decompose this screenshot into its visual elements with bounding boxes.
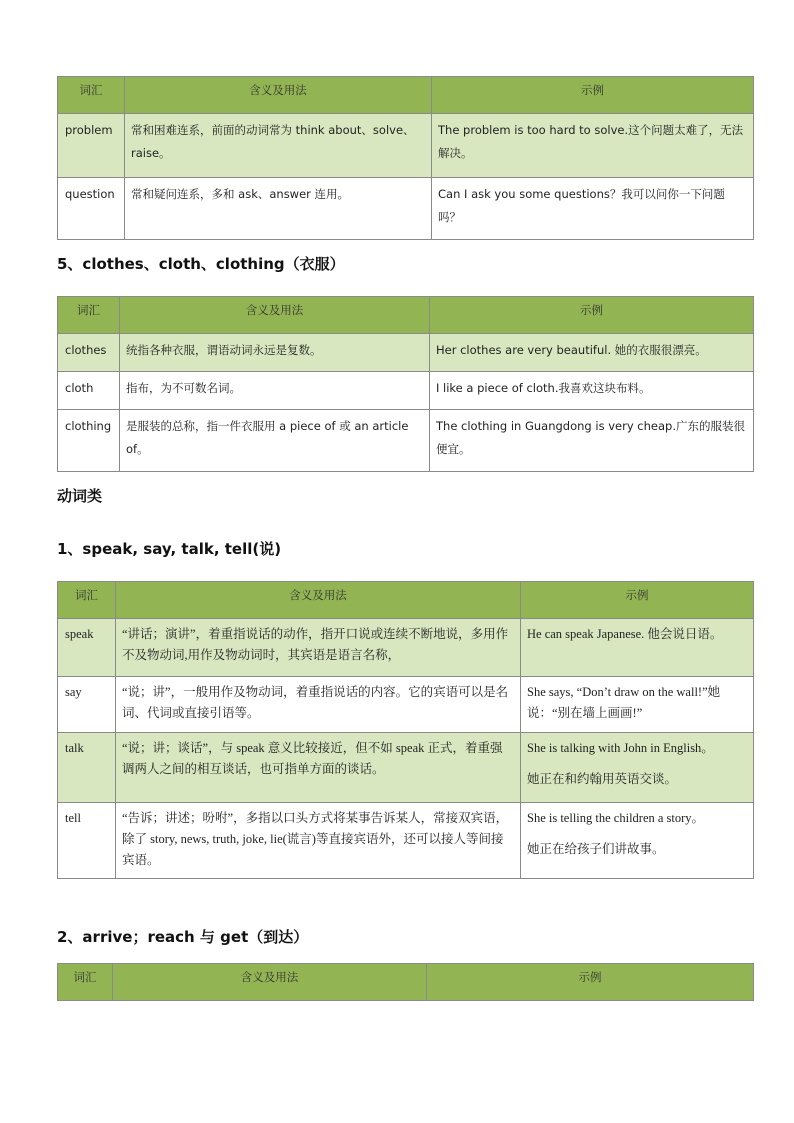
table-row — [58, 372, 754, 410]
example-cell — [521, 733, 754, 803]
section-title-speak-say-talk-tell: 1、speak, say, talk, tell(说) — [57, 540, 282, 558]
table-row — [58, 733, 754, 803]
header-example: 示例 — [432, 77, 754, 114]
usage-cell: 常和疑问连系，多和 ask、answer 连用。 — [125, 178, 432, 240]
table-header-row — [58, 297, 754, 334]
word-cell: question — [58, 178, 125, 240]
usage-cell: “说；讲”，一般用作及物动词，着重指说话的内容。它的宾语可以是名词、代词或直接引语等。 — [116, 677, 521, 733]
usage-cell: “讲话；演讲”，着重指说话的动作，指开口说或连续不断地说，多用作不及物动词,用作及物动词时，其宾语是语言名称， — [116, 619, 521, 677]
word-cell: say — [58, 677, 116, 733]
word-cell: clothing — [58, 410, 120, 472]
table-row — [58, 803, 754, 879]
usage-cell: 指布，为不可数名词。 — [120, 372, 430, 410]
example-chinese: 她正在和约翰用英语交谈。 — [527, 772, 678, 786]
table-row — [58, 677, 754, 733]
header-example: 示例 — [430, 297, 754, 334]
section-title-clothes: 5、clothes、cloth、clothing（衣服） — [57, 255, 345, 273]
vocab-table-speak-say-talk-tell — [57, 581, 754, 879]
header-word: 词汇 — [58, 77, 125, 114]
table-header-row — [58, 77, 754, 114]
header-usage: 含义及用法 — [116, 582, 521, 619]
example-cell — [521, 803, 754, 879]
header-usage: 含义及用法 — [120, 297, 430, 334]
word-cell: talk — [58, 733, 116, 803]
usage-cell: 是服装的总称，指一件衣服用 a piece of 或 an article of。 — [120, 410, 430, 472]
usage-cell: “说；讲；谈话”，与 speak 意义比较接近，但不如 speak 正式，着重强调两人之间的相互谈话，也可指单方面的谈话。 — [116, 733, 521, 803]
vocab-table-arrive-reach-get — [57, 963, 754, 1001]
example-english: She is telling the children a story。 — [527, 811, 705, 825]
vocab-table-clothes — [57, 296, 754, 472]
header-word: 词汇 — [58, 964, 113, 1001]
usage-cell: 常和困难连系，前面的动词常为 think about、solve、raise。 — [125, 114, 432, 178]
verbs-category-heading: 动词类 — [57, 487, 103, 505]
header-word: 词汇 — [58, 297, 120, 334]
table-row — [58, 178, 754, 240]
header-example: 示例 — [521, 582, 754, 619]
example-cell: He can speak Japanese. 他会说日语。 — [521, 619, 754, 677]
table-row — [58, 334, 754, 372]
table-header-row — [58, 964, 754, 1001]
vocab-table-problem-question — [57, 76, 754, 240]
example-cell: The problem is too hard to solve.这个问题太难了，无法解决。 — [432, 114, 754, 178]
table-row — [58, 410, 754, 472]
word-cell: speak — [58, 619, 116, 677]
header-usage: 含义及用法 — [113, 964, 427, 1001]
usage-cell: “告诉；讲述；吩咐”，多指以口头方式将某事告诉某人，常接双宾语，除了 story, news, truth, joke, lie(谎言)等直接宾语外，还可以接人等间接宾语。 — [116, 803, 521, 879]
word-cell: clothes — [58, 334, 120, 372]
example-cell: I like a piece of cloth.我喜欢这块布料。 — [430, 372, 754, 410]
header-usage: 含义及用法 — [125, 77, 432, 114]
section-title-arrive-reach-get: 2、arrive；reach 与 get（到达） — [57, 928, 309, 946]
header-example: 示例 — [427, 964, 754, 1001]
document-page — [57, 76, 753, 1001]
example-cell: She says, “Don’t draw on the wall!”她说：“别在墙上画画!” — [521, 677, 754, 733]
usage-cell: 统指各种衣服，谓语动词永远是复数。 — [120, 334, 430, 372]
word-cell: cloth — [58, 372, 120, 410]
example-english: She is talking with John in English。 — [527, 741, 714, 755]
example-cell: The clothing in Guangdong is very cheap.广东的服装很便宜。 — [430, 410, 754, 472]
table-row — [58, 619, 754, 677]
word-cell: tell — [58, 803, 116, 879]
table-row — [58, 114, 754, 178]
example-chinese: 她正在给孩子们讲故事。 — [527, 842, 665, 856]
table-header-row — [58, 582, 754, 619]
word-cell: problem — [58, 114, 125, 178]
example-cell: Can I ask you some questions？我可以问你一下问题吗？ — [432, 178, 754, 240]
example-cell: Her clothes are very beautiful. 她的衣服很漂亮。 — [430, 334, 754, 372]
header-word: 词汇 — [58, 582, 116, 619]
